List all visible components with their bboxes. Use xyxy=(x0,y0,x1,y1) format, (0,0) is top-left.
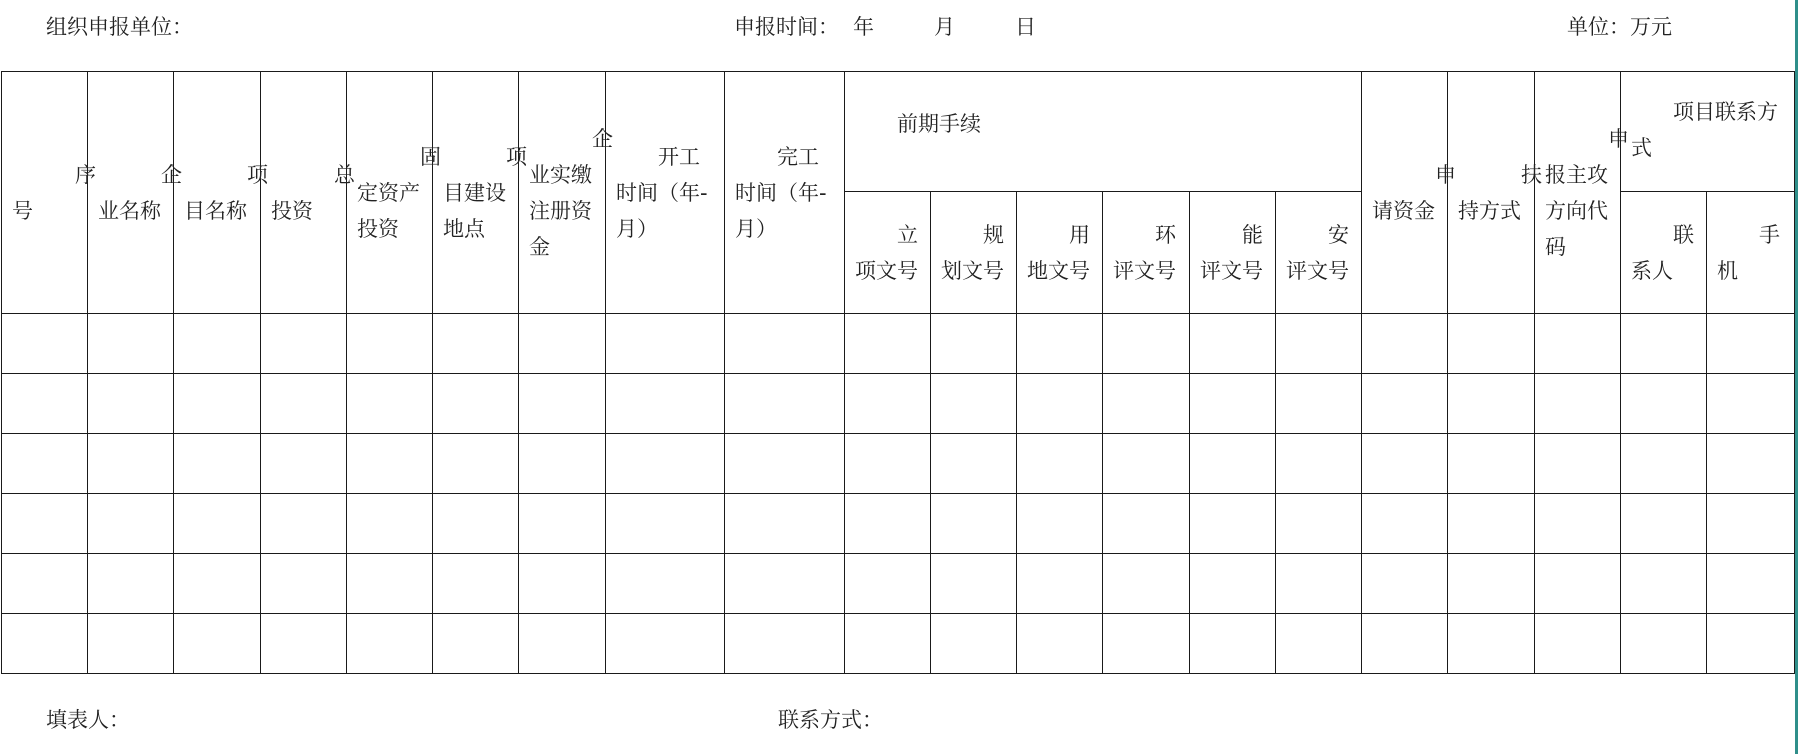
table-cell[interactable] xyxy=(725,494,845,554)
col-header-seq: 序号 xyxy=(2,72,88,314)
table-cell[interactable] xyxy=(1448,374,1535,434)
table-cell[interactable] xyxy=(1707,314,1795,374)
table-cell[interactable] xyxy=(1276,494,1362,554)
table-cell[interactable] xyxy=(845,314,931,374)
table-cell[interactable] xyxy=(1621,314,1707,374)
table-cell[interactable] xyxy=(1448,494,1535,554)
col-header-company-name: 企业名称 xyxy=(88,72,174,314)
contact-label: 联系方式： xyxy=(778,708,883,732)
table-cell[interactable] xyxy=(1621,434,1707,494)
table-cell[interactable] xyxy=(261,614,347,674)
table-cell[interactable] xyxy=(1448,554,1535,614)
col-header-end-time: 完工时间（年-月） xyxy=(725,72,845,314)
table-cell[interactable] xyxy=(2,494,88,554)
table-row xyxy=(2,374,1795,434)
table-cell[interactable] xyxy=(1362,374,1448,434)
table-cell[interactable] xyxy=(261,554,347,614)
col-header-fixed-asset-investment: 固定资产投资 xyxy=(347,72,433,314)
table-cell[interactable] xyxy=(174,554,261,614)
table-cell[interactable] xyxy=(1621,554,1707,614)
table-cell[interactable] xyxy=(88,614,174,674)
col-header-approval-doc: 立项文号 xyxy=(845,192,931,314)
table-cell[interactable] xyxy=(1190,434,1276,494)
table-cell[interactable] xyxy=(519,554,606,614)
col-header-support-method: 扶持方式 xyxy=(1448,72,1535,314)
table-cell[interactable] xyxy=(519,494,606,554)
table-cell[interactable] xyxy=(725,614,845,674)
table-cell[interactable] xyxy=(1276,434,1362,494)
col-header-energy-doc: 能评文号 xyxy=(1190,192,1276,314)
table-cell[interactable] xyxy=(433,374,519,434)
table-cell[interactable] xyxy=(606,434,725,494)
table-cell[interactable] xyxy=(1103,434,1190,494)
table-cell[interactable] xyxy=(347,314,433,374)
table-cell[interactable] xyxy=(174,374,261,434)
report-date xyxy=(734,12,1036,42)
table-cell[interactable] xyxy=(1103,554,1190,614)
table-cell[interactable] xyxy=(261,374,347,434)
table-cell[interactable] xyxy=(1017,374,1103,434)
table-cell[interactable] xyxy=(1276,554,1362,614)
table-cell[interactable] xyxy=(1190,494,1276,554)
table-cell[interactable] xyxy=(1621,494,1707,554)
table-cell[interactable] xyxy=(1190,374,1276,434)
table-cell[interactable] xyxy=(1362,434,1448,494)
table-cell[interactable] xyxy=(931,494,1017,554)
table-cell[interactable] xyxy=(1190,554,1276,614)
table-cell[interactable] xyxy=(347,554,433,614)
table-cell[interactable] xyxy=(2,314,88,374)
table-cell[interactable] xyxy=(1103,314,1190,374)
table-cell[interactable] xyxy=(1103,614,1190,674)
table-row xyxy=(2,494,1795,554)
table-cell[interactable] xyxy=(88,374,174,434)
table-cell[interactable] xyxy=(347,494,433,554)
filler-label: 填表人： xyxy=(46,708,130,732)
table-cell[interactable] xyxy=(1017,494,1103,554)
table-cell[interactable] xyxy=(1448,434,1535,494)
table-cell[interactable] xyxy=(931,554,1017,614)
table-cell[interactable] xyxy=(347,374,433,434)
table-row xyxy=(2,314,1795,374)
table-cell[interactable] xyxy=(519,614,606,674)
table-cell[interactable] xyxy=(433,434,519,494)
table-cell[interactable] xyxy=(1707,614,1795,674)
table-cell[interactable] xyxy=(845,494,931,554)
col-header-project-name: 项目名称 xyxy=(174,72,261,314)
table-cell[interactable] xyxy=(1535,494,1621,554)
col-header-safety-doc: 安评文号 xyxy=(1276,192,1362,314)
table-cell[interactable] xyxy=(931,314,1017,374)
date-label: 申报时间： xyxy=(734,15,839,39)
col-header-planning-doc: 规划文号 xyxy=(931,192,1017,314)
table-cell[interactable] xyxy=(88,434,174,494)
table-cell[interactable] xyxy=(845,434,931,494)
table-cell[interactable] xyxy=(1362,314,1448,374)
table-body xyxy=(2,314,1795,674)
table-cell[interactable] xyxy=(1535,614,1621,674)
col-group-preliminary: 前期手续 xyxy=(845,72,1362,192)
table-cell[interactable] xyxy=(845,614,931,674)
col-header-contact-person: 联系人 xyxy=(1621,192,1707,314)
table-cell[interactable] xyxy=(606,374,725,434)
table-cell[interactable] xyxy=(1448,614,1535,674)
header-row-top xyxy=(2,72,1795,192)
table-cell[interactable] xyxy=(1017,554,1103,614)
table-cell[interactable] xyxy=(1535,374,1621,434)
col-header-env-doc: 环评文号 xyxy=(1103,192,1190,314)
table-cell[interactable] xyxy=(261,314,347,374)
col-header-requested-funds: 申请资金 xyxy=(1362,72,1448,314)
table-cell[interactable] xyxy=(1276,374,1362,434)
table-cell[interactable] xyxy=(931,374,1017,434)
table-cell[interactable] xyxy=(261,494,347,554)
table-cell[interactable] xyxy=(1535,314,1621,374)
date-day-label: 日 xyxy=(1015,15,1036,39)
table-cell[interactable] xyxy=(433,314,519,374)
table-cell[interactable] xyxy=(2,614,88,674)
table-cell[interactable] xyxy=(2,374,88,434)
unit-label: 单位：万元 xyxy=(1567,15,1672,39)
table-cell[interactable] xyxy=(1707,434,1795,494)
date-year-label: 年 xyxy=(853,15,874,39)
table-cell[interactable] xyxy=(2,554,88,614)
table-cell[interactable] xyxy=(606,314,725,374)
table-cell[interactable] xyxy=(519,434,606,494)
table-cell[interactable] xyxy=(519,314,606,374)
table-cell[interactable] xyxy=(1276,614,1362,674)
col-header-construction-site: 项目建设地点 xyxy=(433,72,519,314)
table-cell[interactable] xyxy=(1362,494,1448,554)
table-cell[interactable] xyxy=(725,434,845,494)
project-report-table xyxy=(1,71,1795,674)
table-cell[interactable] xyxy=(725,314,845,374)
table-cell[interactable] xyxy=(845,374,931,434)
table-cell[interactable] xyxy=(347,434,433,494)
table-cell[interactable] xyxy=(88,554,174,614)
org-label: 组织申报单位： xyxy=(46,15,193,39)
col-group-contact: 项目联系方式 xyxy=(1621,72,1795,192)
table-row xyxy=(2,614,1795,674)
table-cell[interactable] xyxy=(606,494,725,554)
table-cell[interactable] xyxy=(1707,554,1795,614)
table-cell[interactable] xyxy=(1621,374,1707,434)
table-cell[interactable] xyxy=(433,494,519,554)
table-cell[interactable] xyxy=(1621,614,1707,674)
table-cell[interactable] xyxy=(433,614,519,674)
table-cell[interactable] xyxy=(725,374,845,434)
col-header-total-investment: 总投资 xyxy=(261,72,347,314)
table-cell[interactable] xyxy=(845,554,931,614)
table-cell[interactable] xyxy=(1707,494,1795,554)
table-cell[interactable] xyxy=(1017,434,1103,494)
table-cell[interactable] xyxy=(931,614,1017,674)
col-header-mobile: 手机 xyxy=(1707,192,1795,314)
table-cell[interactable] xyxy=(1276,314,1362,374)
table-cell[interactable] xyxy=(174,434,261,494)
table-cell[interactable] xyxy=(1103,494,1190,554)
col-header-land-doc: 用地文号 xyxy=(1017,192,1103,314)
table-cell[interactable] xyxy=(433,554,519,614)
table-cell[interactable] xyxy=(174,314,261,374)
table-cell[interactable] xyxy=(606,614,725,674)
date-month-label: 月 xyxy=(934,15,955,39)
table-cell[interactable] xyxy=(931,434,1017,494)
table-cell[interactable] xyxy=(347,614,433,674)
table-cell[interactable] xyxy=(725,554,845,614)
table-cell[interactable] xyxy=(1535,434,1621,494)
table-row xyxy=(2,554,1795,614)
table-cell[interactable] xyxy=(88,314,174,374)
table-cell[interactable] xyxy=(1190,614,1276,674)
table-cell[interactable] xyxy=(1707,374,1795,434)
table-cell[interactable] xyxy=(1535,554,1621,614)
table-cell[interactable] xyxy=(1362,554,1448,614)
col-header-registered-capital: 企业实缴注册资金 xyxy=(519,72,606,314)
table-row xyxy=(2,434,1795,494)
table-cell[interactable] xyxy=(174,614,261,674)
table-cell[interactable] xyxy=(606,554,725,614)
table-cell[interactable] xyxy=(1103,374,1190,434)
table-cell[interactable] xyxy=(1017,314,1103,374)
table-cell[interactable] xyxy=(1017,614,1103,674)
table-cell[interactable] xyxy=(1362,614,1448,674)
table-cell[interactable] xyxy=(1448,314,1535,374)
table-cell[interactable] xyxy=(261,434,347,494)
table-cell[interactable] xyxy=(1190,314,1276,374)
table-cell[interactable] xyxy=(88,494,174,554)
col-header-start-time: 开工时间（年-月） xyxy=(606,72,725,314)
col-header-direction-code: 申报主攻方向代码 xyxy=(1535,72,1621,314)
table-cell[interactable] xyxy=(519,374,606,434)
table-cell[interactable] xyxy=(2,434,88,494)
table-cell[interactable] xyxy=(174,494,261,554)
